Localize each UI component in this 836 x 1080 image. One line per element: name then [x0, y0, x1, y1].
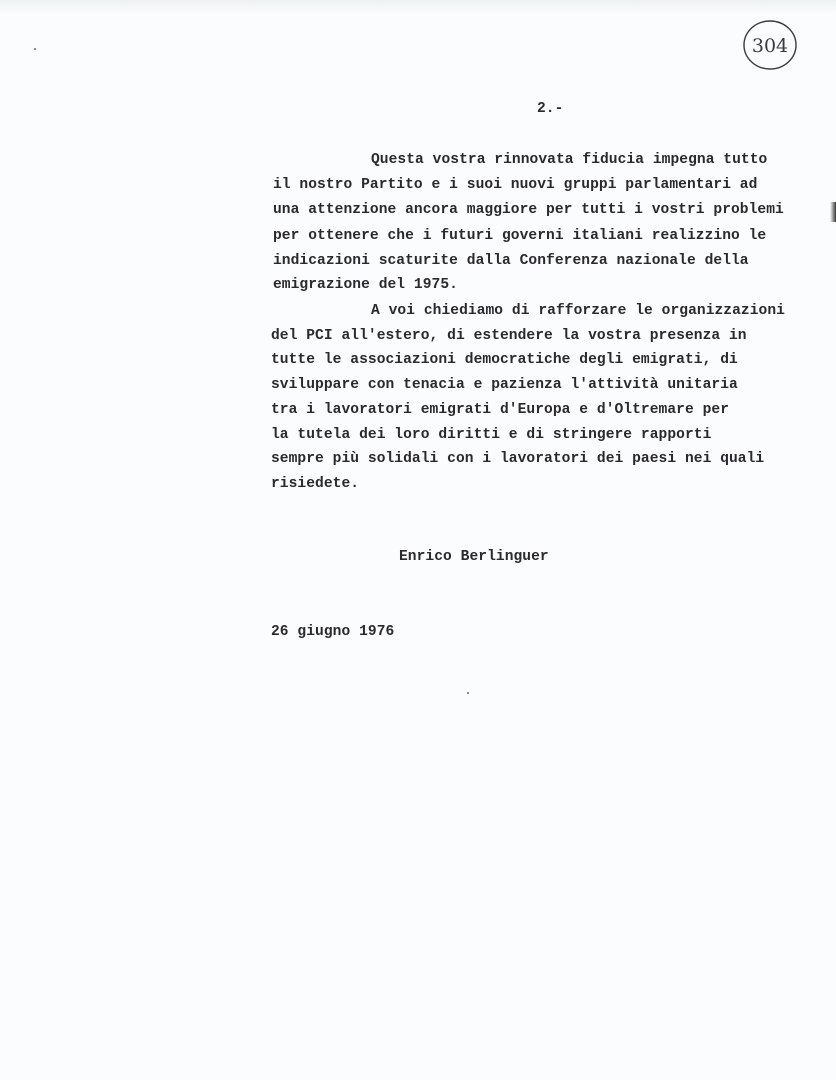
- archive-stamp-number: 304: [751, 35, 789, 57]
- page-number: 2.-: [537, 101, 564, 117]
- page-edge-shadow: [830, 202, 836, 222]
- letter-date: 26 giugno 1976: [271, 624, 395, 640]
- paragraph-1-line-4: per ottenere che i futuri governi italiani realizzino le: [273, 228, 767, 244]
- paragraph-1-line-2: il nostro Partito e i suoi nuovi gruppi parlamentari ad: [273, 177, 758, 193]
- paragraph-2-line-5: tra i lavoratori emigrati d'Europa e d'Oltremare per: [271, 402, 729, 418]
- paragraph-2-line-3: tutte le associazioni democratiche degli emigrati, di: [271, 352, 738, 368]
- paragraph-1-line-5: indicazioni scaturite dalla Conferenza nazionale della: [273, 253, 749, 269]
- paragraph-2-line-4: sviluppare con tenacia e pazienza l'attività unitaria: [271, 377, 738, 393]
- paragraph-1-line-6: emigrazione del 1975.: [273, 277, 458, 293]
- paragraph-2-line-2: del PCI all'estero, di estendere la vostra presenza in: [271, 328, 747, 344]
- paragraph-2-line-6: la tutela dei loro diritti e di stringere rapporti: [271, 427, 712, 443]
- paragraph-1-line-1: Questa vostra rinnovata fiducia impegna tutto: [371, 152, 768, 168]
- signature: Enrico Berlinguer: [399, 549, 549, 565]
- paragraph-2-line-8: risiedete.: [271, 476, 360, 492]
- paragraph-2-line-1: A voi chiediamo di rafforzare le organizzazioni: [371, 303, 785, 319]
- paragraph-2-line-7: sempre più solidali con i lavoratori dei paesi nei quali: [271, 451, 765, 467]
- paragraph-1-line-3: una attenzione ancora maggiore per tutti i vostri problemi: [273, 202, 784, 218]
